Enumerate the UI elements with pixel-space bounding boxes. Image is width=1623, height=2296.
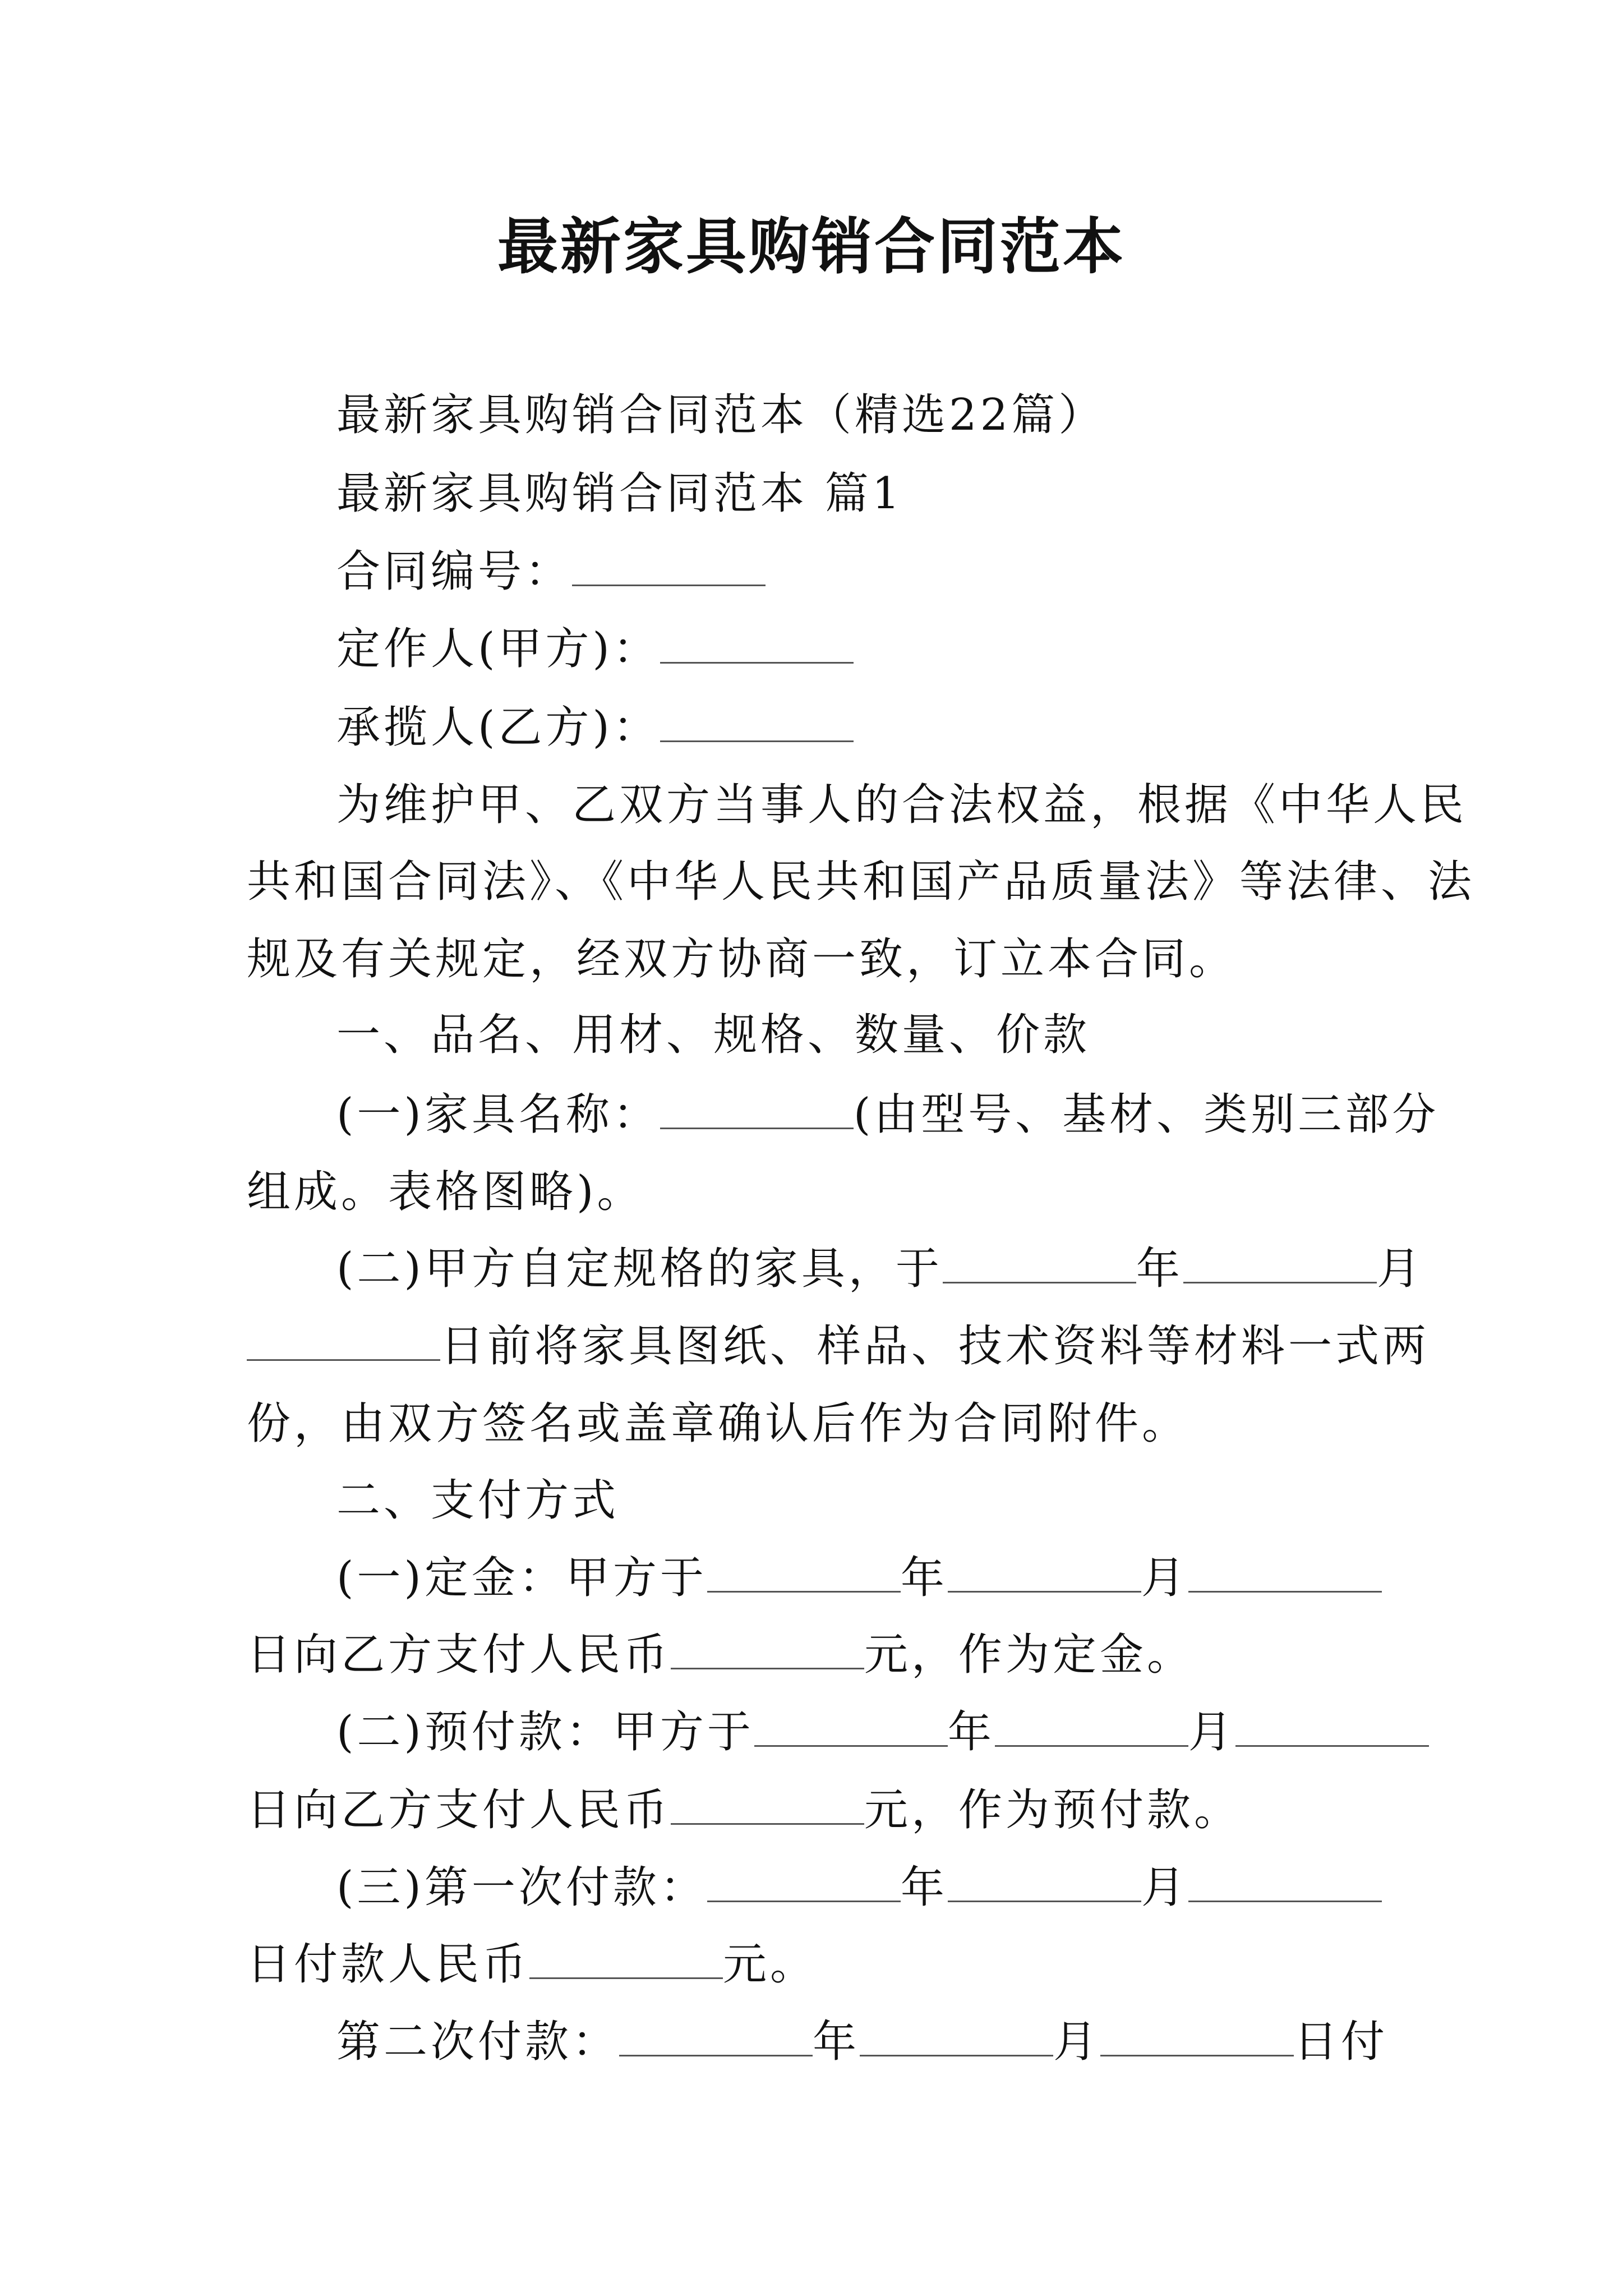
first-payment-label: (三)第一次付款： <box>336 1862 707 1913</box>
year-blank[interactable] <box>707 1866 901 1902</box>
deposit-label: (一)定金：甲方于 <box>336 1553 707 1603</box>
day-blank[interactable] <box>1100 2020 1294 2056</box>
contract-number-line <box>336 541 766 602</box>
amount-blank[interactable] <box>671 1633 864 1669</box>
year-label: 年 <box>900 1862 948 1913</box>
day-blank[interactable] <box>1188 1556 1382 1593</box>
payment-text: 元，作为预付款。 <box>864 1785 1242 1835</box>
payment-text: 元，作为定金。 <box>864 1630 1195 1680</box>
furniture-name-blank[interactable] <box>660 1093 854 1129</box>
first-payment-line-2 <box>247 1934 817 1995</box>
furniture-name-label: (一)家具名称： <box>336 1089 660 1140</box>
paragraph-line: 组成。表格图略)。 <box>247 1167 644 1217</box>
amount-blank[interactable] <box>671 1788 864 1825</box>
paragraph-line: 为维护甲、乙双方当事人的合法权益，根据《中华人民 <box>336 780 1468 830</box>
year-label: 年 <box>813 2017 860 2067</box>
payment-text: 日向乙方支付人民币 <box>247 1630 671 1680</box>
party-a-blank[interactable] <box>660 627 854 664</box>
contract-number-blank[interactable] <box>572 550 766 586</box>
party-b-label: 承揽人(乙方)： <box>336 702 660 753</box>
party-a-line <box>336 618 854 680</box>
custom-spec-line-2 <box>247 1315 1430 1377</box>
year-blank[interactable] <box>707 1556 901 1593</box>
section-heading: 最新家具购销合同范本 篇1 <box>336 468 903 519</box>
contract-number-label: 合同编号： <box>336 546 573 597</box>
year-label: 年 <box>900 1553 948 1603</box>
custom-spec-text: 日前将家具图纸、样品、技术资料等材料一式两 <box>440 1321 1430 1372</box>
month-label: 月 <box>1376 1244 1424 1294</box>
month-blank[interactable] <box>948 1866 1141 1902</box>
prepayment-line-2 <box>247 1779 1241 1841</box>
second-payment-label: 第二次付款： <box>336 2017 620 2067</box>
month-label: 月 <box>1141 1553 1188 1603</box>
document-title: 最新家具购销合同范本 <box>497 211 1126 282</box>
month-label: 月 <box>1141 1862 1188 1913</box>
month-blank[interactable] <box>995 1710 1188 1747</box>
furniture-name-line <box>336 1084 1439 1145</box>
year-blank[interactable] <box>619 2020 813 2056</box>
year-blank[interactable] <box>943 1247 1136 1283</box>
month-label: 月 <box>1053 2017 1101 2067</box>
payment-text: 元。 <box>723 1939 818 1990</box>
paragraph-line: 份，由双方签名或盖章确认后作为合同附件。 <box>247 1398 1189 1449</box>
day-blank[interactable] <box>1188 1866 1382 1902</box>
first-payment-line <box>336 1857 1382 1918</box>
party-a-label: 定作人(甲方)： <box>336 624 660 674</box>
paragraph-line: 规及有关规定，经双方协商一致，订立本合同。 <box>247 934 1237 984</box>
second-payment-line <box>336 2011 1388 2073</box>
custom-spec-line <box>336 1238 1424 1300</box>
payment-text: 日向乙方支付人民币 <box>247 1785 671 1835</box>
section-heading: 一、品名、用材、规格、数量、价款 <box>336 1010 1091 1060</box>
year-label: 年 <box>1136 1244 1183 1294</box>
paragraph-line: 共和国合同法》、《中华人民共和国产品质量法》等法律、法 <box>247 857 1476 907</box>
month-blank[interactable] <box>860 2020 1053 2056</box>
party-b-line <box>336 697 854 758</box>
payment-text: 日付款人民币 <box>247 1939 530 1990</box>
section-heading: 二、支付方式 <box>336 1475 620 1526</box>
document-subtitle: 最新家具购销合同范本（精选22篇） <box>336 390 1106 440</box>
prepayment-label: (二)预付款：甲方于 <box>336 1707 754 1757</box>
year-blank[interactable] <box>754 1710 948 1747</box>
year-label: 年 <box>947 1707 995 1757</box>
deposit-line-2 <box>247 1624 1194 1686</box>
prepayment-line <box>336 1701 1429 1763</box>
month-label: 月 <box>1188 1707 1235 1757</box>
deposit-line <box>336 1547 1382 1609</box>
day-blank[interactable] <box>1235 1710 1429 1747</box>
custom-spec-text: (二)甲方自定规格的家具，于 <box>336 1244 943 1294</box>
payment-text: 日付 <box>1294 2017 1389 2067</box>
furniture-name-note: (由型号、基材、类别三部分 <box>853 1089 1440 1140</box>
day-blank[interactable] <box>247 1324 440 1361</box>
month-blank[interactable] <box>1183 1247 1377 1283</box>
month-blank[interactable] <box>948 1556 1141 1593</box>
party-b-blank[interactable] <box>660 706 854 742</box>
amount-blank[interactable] <box>529 1943 723 1979</box>
